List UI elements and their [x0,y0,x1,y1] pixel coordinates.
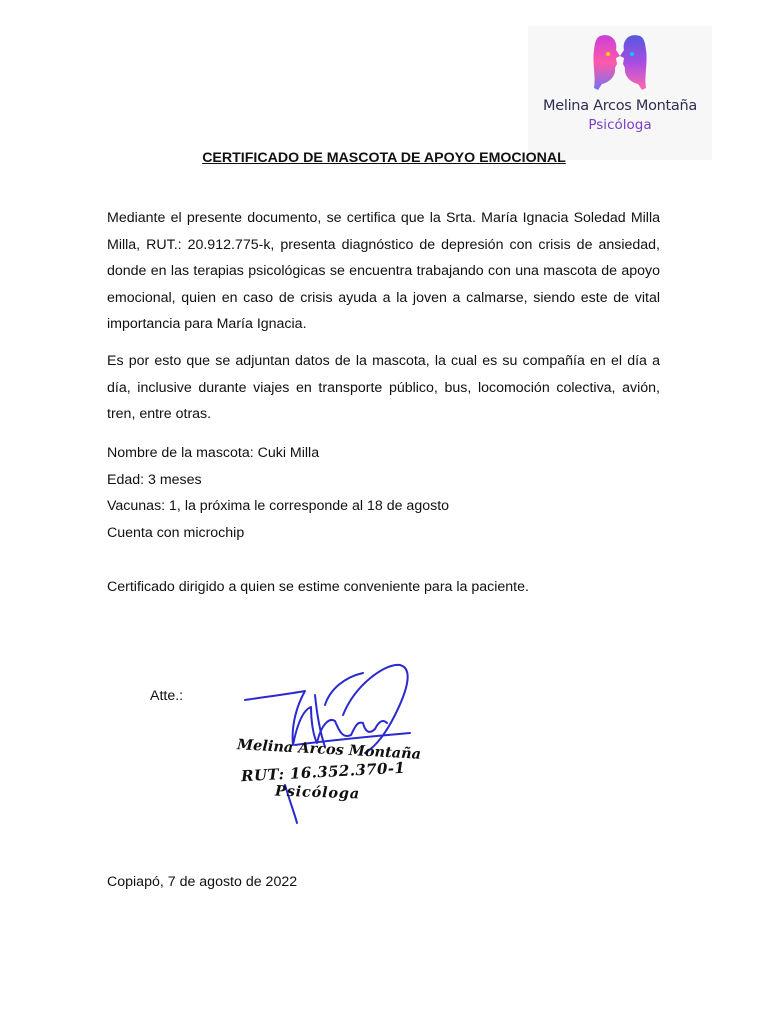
pet-age-line: Edad: 3 meses [107,472,202,488]
place-date: Copiapó, 7 de agosto de 2022 [107,874,298,890]
psychologist-logo [528,26,712,160]
stamp-name: Melina Arcos Montaña [236,736,422,763]
signature-stamp [225,655,425,825]
atte-label: Atte.: [150,688,184,704]
closing-line: Certificado dirigido a quien se estime conveniente para la paciente. [107,579,529,595]
pet-microchip-line: Cuenta con microchip [107,525,245,541]
stamp-rut: RUT: 16.352.370-1 [240,758,406,786]
pet-vaccines-line: Vacunas: 1, la próxima le corresponde al 18 de agosto [107,498,450,514]
pet-name-line: Nombre de la mascota: Cuki Milla [107,445,320,461]
logo-name: Melina Arcos Montaña [543,98,697,114]
paragraph-diagnosis: Mediante el presente documento, se certifica que la Srta. María Ignacia Soledad Milla Milla, RUT.: 20.912.775-k, presenta diagnóstico de depresión con crisis de ansiedad, donde en las terapias psicológicas se encuentra trabajando con una mascota de apoyo emocional, quien en caso de crisis ayuda a la joven a calmarse, siendo este de vital importancia para María Ignacia. [107,210,660,332]
logo-title: Psicóloga [588,117,652,133]
profile-faces-icon [590,32,650,96]
document-title: CERTIFICADO DE MASCOTA DE APOYO EMOCIONAL [202,150,566,166]
stamp-role: Psicóloga [274,782,361,803]
paragraph-pet-companion: Es por esto que se adjuntan datos de la mascota, la cual es su compañía en el día a día, inclusive durante viajes en transporte público, bus, locomoción colectiva, avión, tren, entre otras. [107,353,660,422]
